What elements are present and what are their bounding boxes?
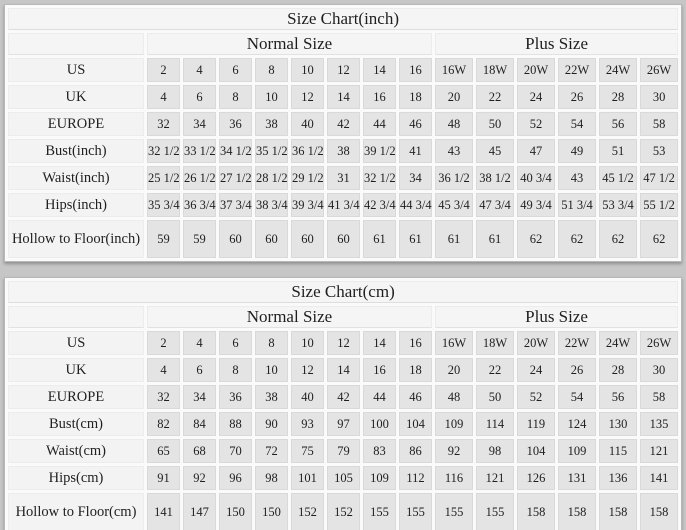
size-value-cell: 8 [219,358,252,382]
size-value-cell: 68 [183,439,216,463]
row-label: Bust(cm) [8,412,144,436]
size-value-cell: 54 [558,385,596,409]
size-value-cell: 136 [599,466,637,490]
size-value-cell: 45 [476,139,514,163]
row-label: EUROPE [8,112,144,136]
size-value-cell: 58 [640,112,678,136]
size-value-cell: 12 [291,85,324,109]
size-value-cell: 33 1/2 [183,139,216,163]
size-value-cell: 42 3/4 [363,193,396,217]
size-value-cell: 24W [599,58,637,82]
size-value-cell: 12 [291,358,324,382]
size-value-cell: 37 3/4 [219,193,252,217]
size-value-cell: 24 [517,85,555,109]
size-value-cell: 38 [255,385,288,409]
table-row [8,385,678,409]
size-value-cell: 61 [399,220,432,258]
size-value-cell: 147 [183,493,216,530]
size-value-cell: 26W [640,331,678,355]
size-value-cell: 155 [435,493,473,530]
size-value-cell: 104 [517,439,555,463]
size-value-cell: 62 [599,220,637,258]
size-value-cell: 114 [476,412,514,436]
size-value-cell: 42 [327,385,360,409]
size-value-cell: 50 [476,112,514,136]
row-label: US [8,58,144,82]
size-value-cell: 41 3/4 [327,193,360,217]
size-value-cell: 131 [558,466,596,490]
size-value-cell: 158 [640,493,678,530]
size-value-cell: 119 [517,412,555,436]
size-value-cell: 18 [399,358,432,382]
size-value-cell: 45 1/2 [599,166,637,190]
row-label: Hollow to Floor(inch) [8,220,144,258]
size-value-cell: 22 [476,358,514,382]
size-value-cell: 130 [599,412,637,436]
size-value-cell: 43 [558,166,596,190]
size-value-cell: 6 [219,58,252,82]
table-row [8,439,678,463]
size-value-cell: 22 [476,85,514,109]
size-chart-cm-panel [4,277,682,530]
size-value-cell: 30 [640,358,678,382]
table-row [8,85,678,109]
size-value-cell: 62 [558,220,596,258]
size-value-cell: 29 1/2 [291,166,324,190]
size-value-cell: 32 1/2 [147,139,180,163]
size-value-cell: 61 [476,220,514,258]
size-value-cell: 155 [476,493,514,530]
size-value-cell: 34 [399,166,432,190]
corner-cell [8,306,144,328]
size-value-cell: 22W [558,58,596,82]
size-value-cell: 26 1/2 [183,166,216,190]
size-value-cell: 109 [558,439,596,463]
row-label: EUROPE [8,385,144,409]
size-value-cell: 112 [399,466,432,490]
size-value-cell: 20W [517,58,555,82]
size-value-cell: 53 3/4 [599,193,637,217]
size-value-cell: 56 [599,112,637,136]
size-value-cell: 45 3/4 [435,193,473,217]
size-value-cell: 47 1/2 [640,166,678,190]
size-value-cell: 35 1/2 [255,139,288,163]
size-value-cell: 16W [435,58,473,82]
size-value-cell: 52 [517,112,555,136]
size-value-cell: 152 [291,493,324,530]
size-value-cell: 141 [147,493,180,530]
size-value-cell: 61 [363,220,396,258]
size-value-cell: 20 [435,85,473,109]
size-value-cell: 158 [517,493,555,530]
row-label: Waist(inch) [8,166,144,190]
size-value-cell: 34 [183,385,216,409]
size-value-cell: 26 [558,85,596,109]
size-chart-inch-panel [4,4,682,262]
size-value-cell: 155 [399,493,432,530]
size-value-cell: 25 1/2 [147,166,180,190]
size-value-cell: 4 [147,358,180,382]
size-value-cell: 36 1/2 [291,139,324,163]
size-value-cell: 14 [363,331,396,355]
size-value-cell: 53 [640,139,678,163]
size-value-cell: 60 [291,220,324,258]
size-value-cell: 43 [435,139,473,163]
size-value-cell: 18 [399,85,432,109]
table-row [8,58,678,82]
size-value-cell: 98 [255,466,288,490]
size-value-cell: 6 [183,85,216,109]
row-label: Hips(inch) [8,193,144,217]
size-value-cell: 48 [435,112,473,136]
size-value-cell: 96 [219,466,252,490]
size-value-cell: 14 [363,58,396,82]
size-value-cell: 8 [255,331,288,355]
size-value-cell: 49 3/4 [517,193,555,217]
size-value-cell: 58 [640,385,678,409]
table-row [8,166,678,190]
size-value-cell: 34 [183,112,216,136]
size-value-cell: 46 [399,385,432,409]
size-value-cell: 93 [291,412,324,436]
size-value-cell: 101 [291,466,324,490]
size-value-cell: 39 1/2 [363,139,396,163]
size-value-cell: 4 [147,85,180,109]
size-value-cell: 16 [363,358,396,382]
size-value-cell: 34 1/2 [219,139,252,163]
size-value-cell: 31 [327,166,360,190]
size-value-cell: 158 [599,493,637,530]
size-value-cell: 27 1/2 [219,166,252,190]
size-value-cell: 48 [435,385,473,409]
size-value-cell: 30 [640,85,678,109]
size-value-cell: 47 3/4 [476,193,514,217]
size-chart-table-inch [5,5,681,261]
size-value-cell: 38 1/2 [476,166,514,190]
table-row [8,358,678,382]
size-value-cell: 14 [327,85,360,109]
chart-title: Size Chart(cm) [8,281,678,303]
row-label: Bust(inch) [8,139,144,163]
size-value-cell: 47 [517,139,555,163]
size-value-cell: 10 [291,58,324,82]
size-value-cell: 26 [558,358,596,382]
row-label: Hollow to Floor(cm) [8,493,144,530]
size-value-cell: 135 [640,412,678,436]
row-label: UK [8,358,144,382]
size-value-cell: 10 [255,85,288,109]
size-value-cell: 38 [327,139,360,163]
table-row [8,493,678,530]
size-value-cell: 41 [399,139,432,163]
size-value-cell: 59 [147,220,180,258]
corner-cell [8,33,144,55]
size-value-cell: 40 [291,385,324,409]
size-value-cell: 28 [599,358,637,382]
size-value-cell: 62 [517,220,555,258]
size-value-cell: 32 [147,112,180,136]
size-value-cell: 36 3/4 [183,193,216,217]
size-value-cell: 60 [255,220,288,258]
size-value-cell: 115 [599,439,637,463]
size-value-cell: 24W [599,331,637,355]
size-value-cell: 12 [327,58,360,82]
size-value-cell: 16W [435,331,473,355]
size-value-cell: 20W [517,331,555,355]
table-row [8,412,678,436]
size-value-cell: 65 [147,439,180,463]
size-value-cell: 32 [147,385,180,409]
size-value-cell: 98 [476,439,514,463]
size-value-cell: 82 [147,412,180,436]
size-value-cell: 60 [327,220,360,258]
size-value-cell: 49 [558,139,596,163]
size-value-cell: 44 [363,385,396,409]
size-value-cell: 72 [255,439,288,463]
table-row [8,112,678,136]
size-value-cell: 100 [363,412,396,436]
size-value-cell: 20 [435,358,473,382]
size-value-cell: 60 [219,220,252,258]
size-value-cell: 16 [363,85,396,109]
size-value-cell: 16 [399,331,432,355]
size-value-cell: 121 [476,466,514,490]
size-value-cell: 51 [599,139,637,163]
size-value-cell: 104 [399,412,432,436]
size-value-cell: 84 [183,412,216,436]
size-value-cell: 54 [558,112,596,136]
table-row [8,139,678,163]
size-value-cell: 26W [640,58,678,82]
size-value-cell: 75 [291,439,324,463]
size-value-cell: 121 [640,439,678,463]
size-value-cell: 59 [183,220,216,258]
size-value-cell: 35 3/4 [147,193,180,217]
size-value-cell: 18W [476,58,514,82]
row-label: Hips(cm) [8,466,144,490]
size-value-cell: 2 [147,58,180,82]
size-value-cell: 152 [327,493,360,530]
size-value-cell: 6 [219,331,252,355]
size-value-cell: 6 [183,358,216,382]
size-value-cell: 42 [327,112,360,136]
size-value-cell: 38 3/4 [255,193,288,217]
size-value-cell: 150 [219,493,252,530]
size-value-cell: 39 3/4 [291,193,324,217]
size-value-cell: 79 [327,439,360,463]
row-label: UK [8,85,144,109]
size-value-cell: 10 [291,331,324,355]
size-value-cell: 38 [255,112,288,136]
size-value-cell: 28 [599,85,637,109]
size-value-cell: 62 [640,220,678,258]
size-value-cell: 116 [435,466,473,490]
group-header-normal-size: Normal Size [147,306,432,328]
size-chart-table-cm [5,278,681,530]
size-value-cell: 2 [147,331,180,355]
size-value-cell: 61 [435,220,473,258]
size-value-cell: 36 1/2 [435,166,473,190]
size-value-cell: 4 [183,331,216,355]
row-label: US [8,331,144,355]
size-value-cell: 109 [435,412,473,436]
size-value-cell: 8 [255,58,288,82]
size-value-cell: 22W [558,331,596,355]
size-value-cell: 126 [517,466,555,490]
chart-title: Size Chart(inch) [8,8,678,30]
table-row [8,466,678,490]
size-value-cell: 40 [291,112,324,136]
size-value-cell: 14 [327,358,360,382]
size-value-cell: 92 [435,439,473,463]
size-value-cell: 155 [363,493,396,530]
group-header-plus-size: Plus Size [435,33,678,55]
size-value-cell: 109 [363,466,396,490]
size-value-cell: 36 [219,112,252,136]
size-value-cell: 46 [399,112,432,136]
size-value-cell: 91 [147,466,180,490]
size-value-cell: 88 [219,412,252,436]
size-value-cell: 51 3/4 [558,193,596,217]
size-value-cell: 92 [183,466,216,490]
table-row [8,220,678,258]
size-value-cell: 83 [363,439,396,463]
group-header-plus-size: Plus Size [435,306,678,328]
size-value-cell: 12 [327,331,360,355]
size-value-cell: 10 [255,358,288,382]
table-row [8,331,678,355]
size-value-cell: 90 [255,412,288,436]
size-value-cell: 32 1/2 [363,166,396,190]
size-value-cell: 16 [399,58,432,82]
size-value-cell: 86 [399,439,432,463]
size-value-cell: 70 [219,439,252,463]
size-value-cell: 44 3/4 [399,193,432,217]
size-value-cell: 97 [327,412,360,436]
size-value-cell: 150 [255,493,288,530]
size-value-cell: 8 [219,85,252,109]
size-value-cell: 141 [640,466,678,490]
group-header-normal-size: Normal Size [147,33,432,55]
size-value-cell: 44 [363,112,396,136]
size-value-cell: 36 [219,385,252,409]
size-value-cell: 52 [517,385,555,409]
row-label: Waist(cm) [8,439,144,463]
size-value-cell: 4 [183,58,216,82]
size-value-cell: 50 [476,385,514,409]
size-value-cell: 158 [558,493,596,530]
table-row [8,193,678,217]
size-value-cell: 105 [327,466,360,490]
size-value-cell: 124 [558,412,596,436]
size-value-cell: 18W [476,331,514,355]
size-value-cell: 40 3/4 [517,166,555,190]
size-value-cell: 24 [517,358,555,382]
size-value-cell: 55 1/2 [640,193,678,217]
size-value-cell: 56 [599,385,637,409]
size-value-cell: 28 1/2 [255,166,288,190]
